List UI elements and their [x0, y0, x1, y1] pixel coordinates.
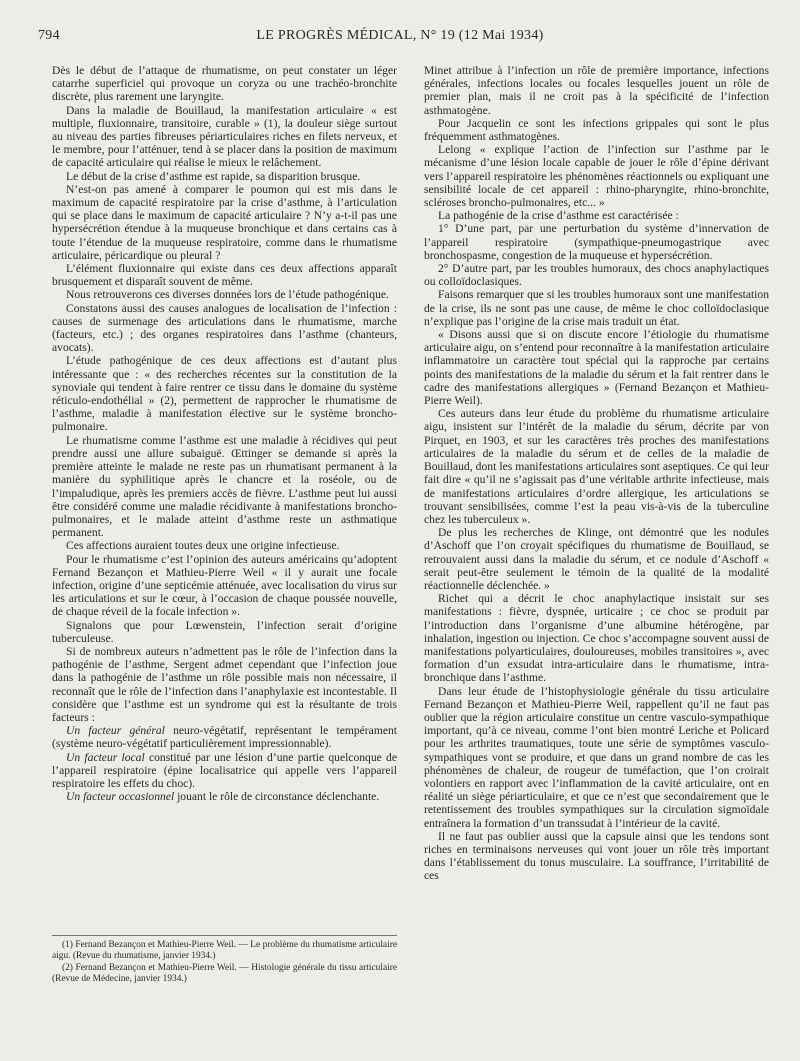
- footnote: (1) Fernand Bezançon et Mathieu-Pierre Weil. — Le problème du rhumatisme articulaire aigu. (Revue du rhumatisme, janvier 1934.): [52, 940, 397, 961]
- factor-item: [52, 751, 397, 791]
- paragraph: « Disons aussi que si on discute encore l’étiologie du rhumatisme articulaire aigu, on s’entend pour reconnaître à la manifestation articulaire inflammatoire un caractère tout spécial qui la rapproche par certains points des manifestations de la maladie du sérum et la fait rentrer dans le cadre des manifestations allergiques » (Fernand Bezançon et Mathieu-Pierre Weil).: [424, 328, 769, 408]
- paragraph: Constatons aussi des causes analogues de localisation de l’infection : causes de surmenage des articulations dans le rhumatisme, marche (facteurs, etc.) ; des organes respiratoires dans l’asthme (chanteurs, avocats).: [52, 301, 397, 355]
- paragraph: N’est-on pas amené à comparer le poumon qui est mis dans le maximum de capacité respiratoire par la crise d’asthme, à l’articulation qui se place dans le maximum de capacité articulaire ? N’y a-t-il pas une hypersécrétion étendue à la muqueuse bronchique et dans certains cas à toute l’étendue de la muqueuse respiratoire, comme dans le rhumatisme articulaire, péricardique ou pleural ?: [52, 182, 397, 262]
- paragraph: Nous retrouverons ces diverses données lors de l’étude pathogénique.: [66, 288, 389, 302]
- paragraph: La pathogénie de la crise d’asthme est caractérisée :: [438, 209, 679, 223]
- paragraph: Dans leur étude de l’histophysiologie générale du tissu articulaire Fernand Bezançon et Mathieu-Pierre Weil, rappellent qu’il ne faut pas oublier que la région articulaire constitue un centre vasculo-sympathique important, qu’à ce niveau, comme l’ont bien montré Leriche et Policard pour les arthrites traumatiques, toute une série de symptômes vasculo-sympathiques vont se produire, et que dans un grand nombre de cas les phénomènes de chaleur, de rougeur de tuméfaction, que l’on croirait volontiers en rapport avec l’inflammation de la cavité articulaire, ont en réalité un siège périarticulaire, et que ce n’est que secondairement que le retentissement des troubles sympathiques sur la circulation sigmoïdale entraînera la formation d’un transsudat à l’intérieur de la cavité.: [424, 684, 769, 830]
- factor-text: constitué par une lésion d’une partie quelconque de l’appareil respiratoire (épine localisatrice qui appelle vers l’appareil respiratoire les effets du choc).: [52, 750, 397, 790]
- paragraph: L’étude pathogénique de ces deux affections est d’autant plus intéressante que : « des recherches récentes sur la constitution de la synoviale qui tendent à faire rentrer ce tissu dans le domaine du système réticulo-endothélial » (2), permettent de rapprocher le rhumatisme de l’asthme, maladie à manifestation élective sur le système broncho-pulmonaire.: [52, 354, 397, 434]
- factor-label: Un facteur occasionnel: [66, 790, 175, 804]
- factor-label: Un facteur général: [66, 724, 165, 738]
- page-number: 794: [38, 28, 60, 43]
- paragraph: Il ne faut pas oublier aussi que la capsule ainsi que les tendons sont riches en terminaisons nerveuses qui vont jouer un rôle très important dans l’établissement du tonus musculaire. La souffrance, l’irritabilité de ces: [424, 829, 769, 883]
- page-header: [38, 28, 762, 46]
- paragraph: Faisons remarquer que si les troubles humoraux sont une manifestation de la crise, ils ne sont pas une cause, de même le choc colloïdoclasique n’explique pas l’origine de la crise mais traduit un état.: [424, 288, 769, 328]
- factor-item: [52, 724, 397, 750]
- factor-label: Un facteur local: [66, 750, 145, 764]
- footnotes: [52, 935, 397, 986]
- paragraph: Richet qui a décrit le choc anaphylactique insistait sur ses manifestations : fièvre, dyspnée, urticaire ; ce choc se produit par l’introduction dans l’organisme d’une albumine hétérogène, par inhalation, ingestion ou injection. Ce choc s’accompagne souvent aussi de manifestations polyarticulaires, douloureuses, mobiles transitoires », avec formation d’un exsudat intra-articulaire dans le rhumatisme, intra-bronchique dans l’asthme.: [424, 592, 769, 685]
- factor-text: jouant le rôle de circonstance déclenchante.: [174, 790, 380, 804]
- paragraph: Pour le rhumatisme c’est l’opinion des auteurs américains qu’adoptent Fernand Bezançon et Mathieu-Pierre Weil « il y aurait une focale infection, origine d’une septicémie atténuée, avec localisation du virus sur les articulations et sur le cœur, à l’occasion de chaque poussée nouvelle, de chaque réveil de la focale infection ».: [52, 552, 397, 619]
- paragraph: De plus les recherches de Klinge, ont démontré que les nodules d’Aschoff que l’on croyait spécifiques du rhumatisme de Bouillaud, se retrouvaient aussi dans la maladie du sérum, et ce nodule d’Aschoff « serait peut-être seulement le témoin de la qualité de la modalité réactionnelle déclenchée. »: [424, 526, 769, 592]
- journal-title: LE PROGRÈS MÉDICAL, N° 19 (12 Mai 1934): [256, 28, 544, 43]
- paragraph: Ces affections auraient toutes deux une origine infectieuse.: [66, 539, 340, 553]
- paragraph: Pour Jacquelin ce sont les infections grippales qui sont le plus fréquemment asthmatogènes.: [424, 116, 769, 144]
- paragraph: 1° D’une part, par une perturbation du système d’innervation de l’appareil respiratoire (sympathique-pneumogastrique avec bronchospasme, congestion de la muqueuse et hypersécrétion.: [424, 222, 769, 262]
- left-column: [52, 64, 397, 803]
- factor-item: [52, 790, 397, 803]
- paragraph: Le début de la crise d’asthme est rapide, sa disparition brusque.: [66, 169, 361, 183]
- paragraph: Le rhumatisme comme l’asthme est une maladie à récidives qui peut prendre aussi une allure subaiguë. Œttinger se demande si après la première atteinte le malade ne reste pas un rhumatisant permanent à la manière du syphilitique après le chancre et la roséole, ou de l’impaludique, après les premiers accès de fièvre. L’asthme peut lui aussi être considéré comme une maladie récidivante à manifestations broncho-pulmonaires, et le malade atteint d’asthme reste un asthmatique permanent.: [52, 433, 397, 540]
- paragraph: Dès le début de l’attaque de rhumatisme, on peut constater un léger catarrhe superficiel qui provoque un coryza ou une trachéo-bronchite discrète, plus rarement une laryngite.: [52, 64, 397, 104]
- paragraph: Si de nombreux auteurs n’admettent pas le rôle de l’infection dans la pathogénie de l’asthme, Sergent admet cependant que l’infection joue dans la pathogénie de l’asthme un rôle possible mais non nécessaire, il reconnaît que le rôle de l’infection dans l’anaphylaxie est incontestable. Il considère que l’asthme est un syndrome qui est la résultante de trois facteurs :: [52, 644, 397, 724]
- paragraph: Lelong « explique l’action de l’infection sur l’asthme par le mécanisme d’une lésion locale capable de jouer le rôle d’épine dérivant vers l’appareil respiratoire les phénomènes réactionnels ou expliquant une sensibilité locale de cet appareil : rhino-pharyngite, rhino-bronchite, scléroses broncho-pulmonaires, etc... »: [424, 143, 769, 210]
- paragraph: 2° D’autre part, par les troubles humoraux, des chocs anaphylactiques ou colloïdoclasiques.: [424, 262, 769, 289]
- paragraph: Minet attribue à l’infection un rôle de première importance, infections générales, infections locales ou focales lesquelles jouent un rôle de premier plan, mais il ne croit pas à la spécificité de l’infection asthmatogène.: [424, 64, 769, 117]
- factor-text: neuro-végétatif, représentant le tempérament (système neuro-végétatif particulièrement impressionnable).: [52, 724, 397, 751]
- footnote: (2) Fernand Bezançon et Mathieu-Pierre Weil. — Histologie générale du tissu articulaire (Revue de Médecine, janvier 1934.): [52, 963, 397, 984]
- paragraph: L’élément fluxionnaire qui existe dans ces deux affections apparaît brusquement et disparaît souvent de même.: [52, 262, 397, 289]
- paragraph: Ces auteurs dans leur étude du problème du rhumatisme articulaire aigu, insistent sur l’intérêt de la maladie du sérum, décrite par von Pirquet, en 1903, et sur les caractères très proches des manifestations articulaires de la maladie du sérum et de celles de la maladie de Bouillaud, dont les manifestations articulaires sont aseptiques. Ce qui leur fait dire « qu’il ne s’agissait pas d’une véritable arthrite infectieuse, mais de manifestations articulaires d’ordre allergique, les articulations se trouvant sensibilisées, comme l’est la peau vis-à-vis de la tuberculine chez les tuberculeux ».: [424, 407, 769, 526]
- paragraph: Dans la maladie de Bouillaud, la manifestation articulaire « est multiple, fluxionnaire, transitoire, curable » (1), la douleur siège surtout au niveau des parties fibreuses périarticulaires riches en filets nerveux, et le membre, pour l’atténuer, tend à se placer dans la position de maximum de capacité articulaire qui réalise le mieux le relâchement.: [52, 103, 397, 170]
- right-column: [424, 64, 769, 883]
- paragraph: Signalons que pour Lœwenstein, l’infection serait d’origine tuberculeuse.: [52, 618, 397, 645]
